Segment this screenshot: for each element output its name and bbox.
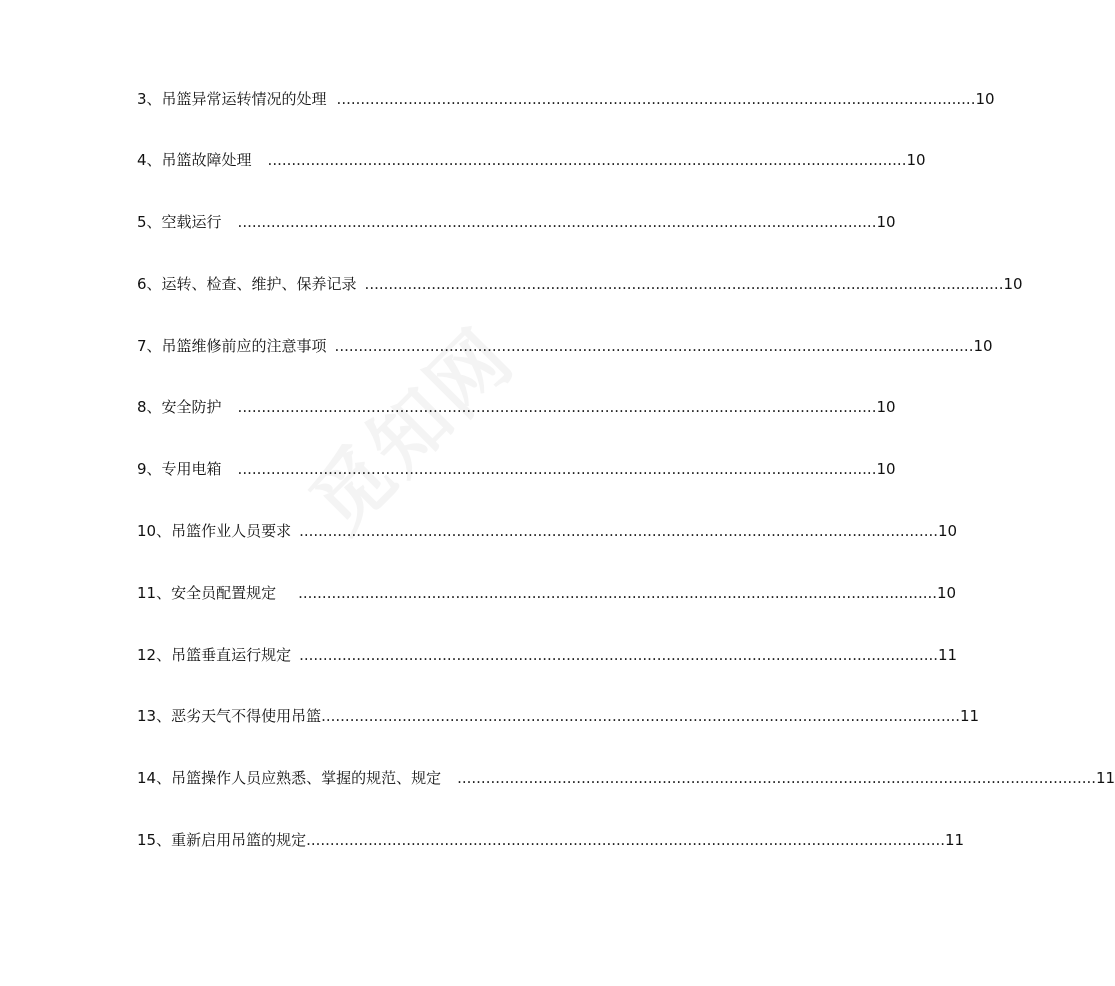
toc-entry-4: 4、吊篮故障处理 ...................................................................................................................................... 10 bbox=[137, 151, 926, 169]
toc-entry-3: 3、吊篮异常运转情况的处理 ...................................................................................................................................... 10 bbox=[137, 90, 995, 108]
toc-entry-page: 10 bbox=[876, 213, 896, 231]
toc-entry-label: 14、吊篮操作人员应熟悉、掌握的规范、规定 bbox=[137, 769, 442, 787]
toc-entry-12: 12、吊篮垂直运行规定 ...................................................................................................................................... 11 bbox=[137, 646, 958, 664]
toc-entry-label: 3、吊篮异常运转情况的处理 bbox=[137, 90, 327, 108]
toc-entry-page: 11 bbox=[1096, 769, 1115, 787]
toc-entry-11: 11、安全员配置规定 ...................................................................................................................................... 10 bbox=[137, 584, 957, 602]
toc-entry-page: 10 bbox=[876, 398, 896, 416]
toc-entry-label: 8、安全防护 bbox=[137, 398, 222, 416]
toc-entry-label: 5、空载运行 bbox=[137, 213, 222, 231]
toc-entry-5: 5、空载运行 ...................................................................................................................................... 10 bbox=[137, 213, 896, 231]
toc-entry-page: 10 bbox=[975, 90, 995, 108]
toc-entry-page: 10 bbox=[973, 337, 993, 355]
toc-entry-8: 8、安全防护 ...................................................................................................................................... 10 bbox=[137, 398, 896, 416]
toc-entry-page: 11 bbox=[960, 707, 980, 725]
toc-entry-page: 10 bbox=[937, 584, 957, 602]
toc-entry-page: 11 bbox=[938, 646, 958, 664]
toc-entry-14: 14、吊篮操作人员应熟悉、掌握的规范、规定 ...................................................................................................................................... 11 bbox=[137, 769, 1115, 787]
toc-entry-label: 4、吊篮故障处理 bbox=[137, 151, 252, 169]
toc-entry-page: 10 bbox=[1003, 275, 1023, 293]
toc-entry-label: 10、吊篮作业人员要求 bbox=[137, 522, 292, 540]
toc-entry-label: 9、专用电箱 bbox=[137, 460, 222, 478]
toc-entry-6: 6、运转、检查、维护、保养记录 ...................................................................................................................................... 10 bbox=[137, 275, 1023, 293]
toc-entry-label: 7、吊篮维修前应的注意事项 bbox=[137, 337, 327, 355]
toc-entry-9: 9、专用电箱 ...................................................................................................................................... 10 bbox=[137, 460, 896, 478]
toc-entry-page: 10 bbox=[906, 151, 926, 169]
toc-entry-label: 13、恶劣天气不得使用吊篮 bbox=[137, 707, 322, 725]
toc-entry-label: 11、安全员配置规定 bbox=[137, 584, 277, 602]
toc-entry-label: 6、运转、检查、维护、保养记录 bbox=[137, 275, 357, 293]
toc-entry-label: 15、重新启用吊篮的规定 bbox=[137, 831, 307, 849]
toc-entry-label: 12、吊篮垂直运行规定 bbox=[137, 646, 292, 664]
toc-entry-10: 10、吊篮作业人员要求 ...................................................................................................................................... 10 bbox=[137, 522, 958, 540]
toc-entry-15: 15、重新启用吊篮的规定 ...................................................................................................................................... 11 bbox=[137, 831, 965, 849]
toc-entry-page: 10 bbox=[938, 522, 958, 540]
toc-entry-13: 13、恶劣天气不得使用吊篮 ...................................................................................................................................... 11 bbox=[137, 707, 980, 725]
toc-entry-page: 10 bbox=[876, 460, 896, 478]
toc-entry-page: 11 bbox=[945, 831, 965, 849]
toc-entry-7: 7、吊篮维修前应的注意事项 ...................................................................................................................................... 10 bbox=[137, 337, 993, 355]
